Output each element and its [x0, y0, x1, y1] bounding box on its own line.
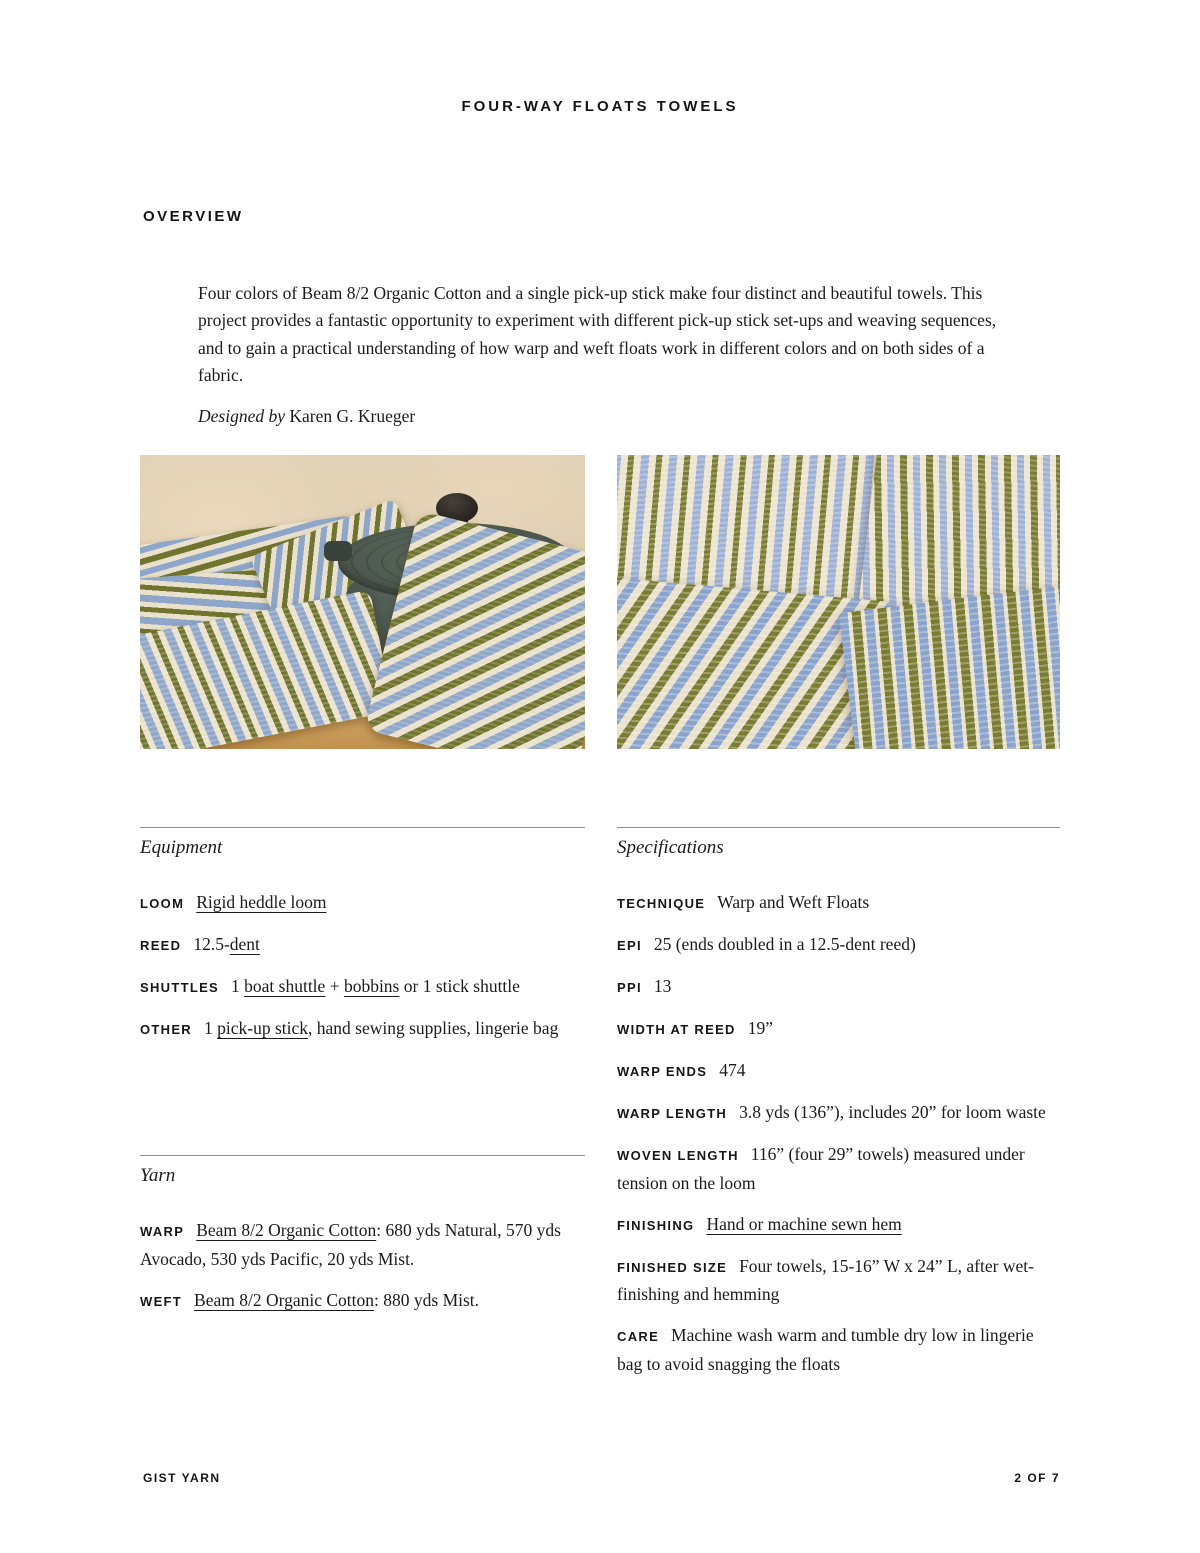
boat-shuttle-link[interactable]: boat shuttle [244, 976, 326, 996]
field-value: Warp and Weft Floats [717, 892, 870, 912]
section-divider [617, 827, 1060, 828]
pick-up-stick-link[interactable]: pick-up stick [217, 1018, 309, 1038]
field-value: : 880 yds Mist. [374, 1289, 480, 1310]
equipment-section [140, 827, 585, 1057]
yarn-row-warp [140, 1217, 585, 1273]
section-divider [140, 1155, 585, 1156]
field-value: + [325, 976, 344, 996]
field-label: FINISHED SIZE [617, 1259, 728, 1275]
field-label: WARP [140, 1224, 185, 1239]
field-label: PPI [617, 980, 642, 995]
photo-towel-closeup [617, 455, 1060, 749]
yarn-row-weft [140, 1287, 585, 1316]
equipment-heading: Equipment [140, 837, 223, 858]
finishing-link[interactable]: Hand or machine sewn hem [706, 1213, 902, 1234]
designed-by-label: Designed by [198, 405, 285, 426]
bobbins-link[interactable]: bobbins [343, 976, 400, 996]
equipment-row-reed [140, 931, 585, 960]
weft-yarn-link[interactable]: Beam 8/2 Organic Cotton [194, 1289, 375, 1310]
field-label: CARE [617, 1329, 660, 1344]
field-label: FINISHING [617, 1217, 695, 1233]
spec-row-care [617, 1322, 1060, 1378]
footer-brand: GIST YARN [143, 1471, 221, 1485]
field-label: EPI [617, 938, 642, 953]
specifications-section [617, 827, 1060, 1392]
field-label: LOOM [140, 896, 185, 911]
spec-row-woven-length [617, 1141, 1060, 1197]
spec-row-finished-size [617, 1253, 1060, 1309]
designer-byline [198, 406, 415, 427]
rigid-heddle-loom-link[interactable]: Rigid heddle loom [196, 892, 327, 912]
field-label: WIDTH AT REED [617, 1022, 736, 1037]
field-label: REED [140, 938, 182, 953]
field-value: 19” [747, 1018, 774, 1038]
field-value: 474 [719, 1060, 746, 1080]
yarn-heading: Yarn [140, 1165, 176, 1186]
yarn-section [140, 1155, 585, 1329]
page-title: FOUR-WAY FLOATS TOWELS [461, 98, 739, 115]
footer-page-number: 2 OF 7 [1014, 1471, 1060, 1485]
field-label: TECHNIQUE [617, 896, 706, 911]
section-divider [140, 827, 585, 828]
field-value: 1 [204, 1018, 218, 1038]
overview-paragraph: Four colors of Beam 8/2 Organic Cotton and a single pick-up stick make four distinct and beautiful towels. This project provides a fantastic opportunity to experiment with different pick-up stick set-ups and weaving sequences, and to gain a practical understanding of how warp and weft floats work in different colors and on both sides of a fabric. [198, 282, 997, 385]
equipment-row-loom [140, 889, 585, 918]
field-value: or 1 stick shuttle [399, 976, 520, 996]
spec-row-epi [617, 931, 1060, 960]
field-label: WARP LENGTH [617, 1106, 728, 1121]
dutch-oven-handle [324, 541, 352, 561]
field-label: OTHER [140, 1022, 192, 1037]
spec-row-technique [617, 889, 1060, 918]
dent-link[interactable]: dent [229, 934, 260, 954]
field-value: 25 (ends doubled in a 12.5-dent reed) [653, 934, 916, 954]
field-value: 1 [231, 976, 245, 996]
equipment-row-shuttles [140, 973, 585, 1002]
field-value: 3.8 yds (136”), includes 20” for loom waste [739, 1102, 1046, 1122]
field-label: WARP ENDS [617, 1064, 708, 1079]
field-value: Four towels, 15-16” W x 24” L, after wet-finishing and hemming [617, 1255, 1034, 1304]
field-value: Machine wash warm and tumble dry low in lingerie bag to avoid snagging the floats [617, 1325, 1034, 1374]
spec-row-width-at-reed [617, 1015, 1060, 1044]
overview-heading: OVERVIEW [143, 208, 244, 225]
field-value: 116” (four 29” towels) measured under tension on the loom [617, 1144, 1025, 1193]
warp-yarn-link[interactable]: Beam 8/2 Organic Cotton [196, 1220, 377, 1240]
field-value: : 680 yds Natural, 570 yds Avocado, 530 yds Pacific, 20 yds Mist. [140, 1220, 561, 1269]
field-label: WOVEN LENGTH [617, 1148, 739, 1163]
photo-towels-and-pot [140, 455, 585, 749]
spec-row-warp-length [617, 1099, 1060, 1128]
spec-row-warp-ends [617, 1057, 1060, 1086]
spec-row-ppi [617, 973, 1060, 1002]
field-value: 13 [653, 976, 672, 996]
designer-name: Karen G. Krueger [289, 405, 416, 426]
field-value: 12.5- [193, 934, 230, 954]
field-value: , hand sewing supplies, lingerie bag [308, 1018, 559, 1038]
field-label: SHUTTLES [140, 980, 220, 995]
spec-row-finishing [617, 1211, 1060, 1240]
equipment-row-other [140, 1015, 585, 1044]
specifications-heading: Specifications [617, 837, 724, 858]
field-label: WEFT [140, 1293, 183, 1309]
